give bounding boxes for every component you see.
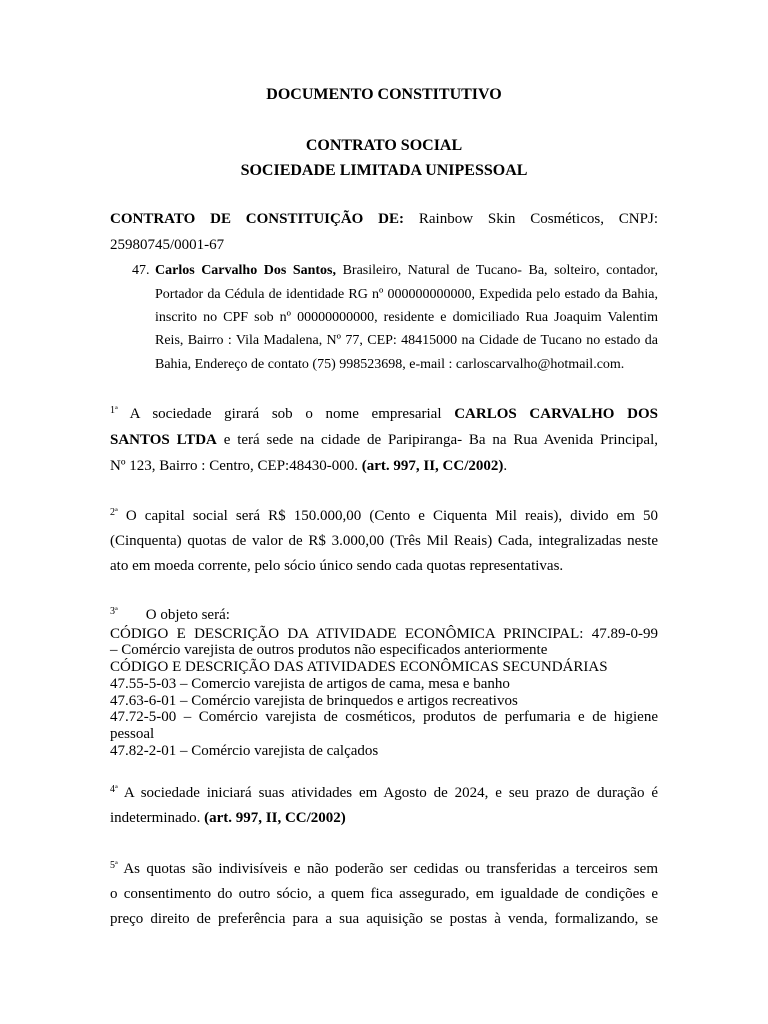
clause1-company-suffix: SANTOS LTDA	[110, 432, 217, 448]
partner-line-3: inscrito no CPF sob nº 00000000000, residente e domiciliado Rua Joaquim Valentim	[155, 310, 658, 325]
clause5-line-3: preço direito de preferência para a sua aquisição se postas à venda, formalizando, se	[110, 911, 658, 927]
clause1-period: .	[503, 458, 508, 474]
clause5-line-1	[110, 861, 658, 878]
clause3-line-4: 47.55-5-03 – Comercio varejista de artigos de cama, mesa e banho	[110, 676, 510, 692]
clause3-line-8: 47.82-2-01 – Comércio varejista de calçados	[110, 743, 379, 759]
intro-label: CONTRATO DE CONSTITUIÇÃO DE:	[110, 211, 405, 227]
clause5-number: 5ª	[110, 860, 118, 871]
partner-line-1-text: Brasileiro, Natural de Tucano- Ba, solteiro, contador,	[342, 263, 659, 278]
partner-line-5: Bahia, Endereço de contato (75) 998523698, e-mail : carloscarvalho@hotmail.com.	[155, 357, 625, 372]
clause3-line-1: CÓDIGO E DESCRIÇÃO DA ATIVIDADE ECONÔMICA PRINCIPAL: 47.89-0-99	[110, 626, 658, 642]
clause5-text-1: As quotas são indivisíveis e não poderão ser cedidas ou transferidas a terceiros sem	[123, 861, 658, 877]
clause2-text-1: O capital social será R$ 150.000,00 (Cento e Ciquenta Mil reais), divido em 50	[125, 508, 659, 524]
partner-line-2: Portador da Cédula de identidade RG nº 000000000000, Expedida pelo estado da Bahia,	[155, 287, 658, 302]
clause1-legal-ref: (art. 997, II, CC/2002)	[361, 458, 504, 474]
clause1-text-b: e terá sede na cidade de Paripiranga- Ba na Rua Avenida Principal,	[223, 432, 659, 448]
clause1-address: Nº 123, Bairro : Centro, CEP:48430-000.	[110, 458, 358, 474]
intro-cnpj: 25980745/0001-67	[110, 237, 225, 253]
clause2-line-2: (Cinquenta) quotas de valor de R$ 3.000,00 (Três Mil Reais) Cada, integralizadas neste	[110, 533, 658, 549]
partner-name: Carlos Carvalho Dos Santos,	[155, 263, 337, 278]
intro-company: Rainbow Skin Cosméticos, CNPJ:	[418, 211, 658, 227]
contract-title: CONTRATO SOCIAL	[305, 137, 463, 154]
document-title: DOCUMENTO CONSTITUTIVO	[266, 86, 502, 103]
clause1-line-1	[110, 406, 658, 423]
clause3-number: 3ª	[110, 606, 118, 617]
clause1-text-a: A sociedade girará sob o nome empresarial	[129, 406, 442, 422]
clause4-text-2: indeterminado.	[110, 810, 201, 826]
clause1-number: 1ª	[110, 405, 118, 416]
partner-line-1	[155, 263, 658, 279]
clause4-number: 4ª	[110, 784, 118, 795]
partner-line-4: Reis, Bairro : Vila Madalena, Nº 77, CEP: 48415000 na Cidade de Tucano no estado da	[155, 333, 658, 348]
clause1-line-2	[110, 432, 658, 449]
clause3-line-3: CÓDIGO E DESCRIÇÃO DAS ATIVIDADES ECONÔMICAS SECUNDÁRIAS	[110, 659, 608, 675]
clause3-line-5: 47.63-6-01 – Comércio varejista de brinquedos e artigos recreativos	[110, 693, 518, 709]
clause5-line-2: o consentimento do outro sócio, a quem fica assegurado, em igualdade de condições e	[110, 886, 658, 902]
clause4-legal-ref: (art. 997, II, CC/2002)	[204, 810, 346, 826]
clause2-number: 2ª	[110, 507, 118, 518]
clause3-intro-text: O objeto será:	[145, 607, 230, 623]
clause1-company-name: CARLOS CARVALHO DOS	[454, 406, 658, 422]
contract-subtitle: SOCIEDADE LIMITADA UNIPESSOAL	[240, 162, 528, 179]
clause1-line-3	[110, 458, 507, 475]
clause3-line-6: 47.72-5-00 – Comércio varejista de cosméticos, produtos de perfumaria e de higiene	[110, 709, 658, 725]
clause3-line-2: – Comércio varejista de outros produtos não especificados anteriormente	[110, 642, 548, 658]
clause3-intro	[110, 607, 230, 624]
partner-number: 47.	[132, 263, 150, 278]
intro-line-1	[110, 211, 658, 228]
clause4-line-2	[110, 810, 346, 827]
clause2-line-3: ato em moeda corrente, pelo sócio único sendo cada quotas representativas.	[110, 558, 564, 574]
clause4-text-1: A sociedade iniciará suas atividades em Agosto de 2024, e seu prazo de duração é	[123, 785, 658, 801]
clause4-line-1	[110, 785, 658, 802]
clause2-line-1	[110, 508, 658, 525]
clause3-line-7: pessoal	[110, 726, 155, 742]
